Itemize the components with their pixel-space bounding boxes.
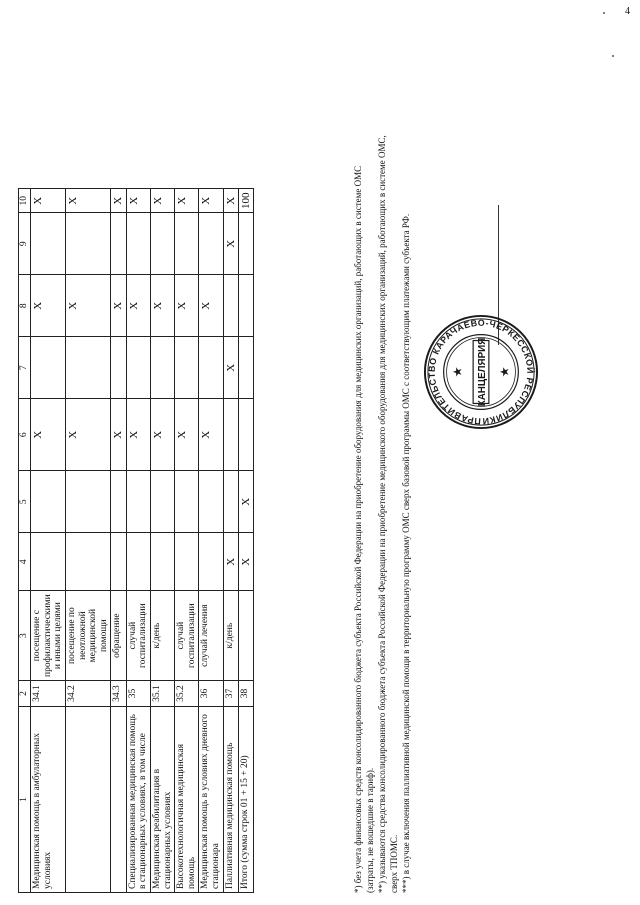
mark-cell — [65, 213, 111, 275]
mark-cell — [239, 213, 254, 275]
column-header: 2 — [19, 681, 31, 707]
row-code-cell: 35.2 — [175, 681, 199, 707]
mark-cell — [65, 471, 111, 533]
mark-cell: X — [31, 275, 66, 337]
row-code-cell: 34.2 — [65, 681, 111, 707]
row-unit-cell — [239, 591, 254, 681]
mark-cell — [239, 275, 254, 337]
mark-cell: X — [223, 213, 238, 275]
mark-cell — [175, 337, 199, 399]
mark-cell: X — [126, 275, 150, 337]
mark-cell: X — [65, 399, 111, 471]
table-row — [150, 189, 174, 893]
column-header: 7 — [19, 337, 31, 399]
stamp-ring-text: ПРАВИТЕЛЬСТВО КАРАЧАЕВО-ЧЕРКЕССКОЙ РЕСПУБЛИКИ — [426, 317, 536, 427]
footnote: ***) в случае включения паллиативной медицинской помощи в территориальную программу ОМС сверх базовой программы ОМС с соответствующим платежами субъекта РФ. — [400, 213, 411, 893]
mark-cell — [65, 533, 111, 591]
row-code-cell: 35 — [126, 681, 150, 707]
mark-cell: X — [223, 189, 238, 213]
table-row — [239, 189, 254, 893]
mark-cell — [223, 471, 238, 533]
column-header: 9 — [19, 213, 31, 275]
table-row — [65, 189, 111, 893]
row-code-cell: 38 — [239, 681, 254, 707]
column-header: 4 — [19, 533, 31, 591]
mark-cell: X — [175, 399, 199, 471]
mark-cell — [175, 533, 199, 591]
mark-cell: X — [150, 189, 174, 213]
mark-cell — [150, 471, 174, 533]
row-unit-cell: случай госпитализации — [126, 591, 150, 681]
mark-cell — [199, 337, 223, 399]
row-code-cell: 36 — [199, 681, 223, 707]
column-header: 5 — [19, 471, 31, 533]
mark-cell — [111, 533, 126, 591]
column-header: 6 — [19, 399, 31, 471]
row-name-cell — [111, 707, 126, 893]
row-code-cell: 34.1 — [31, 681, 66, 707]
column-header: 1 — [19, 707, 31, 893]
mark-cell: X — [223, 533, 238, 591]
mark-cell: X — [199, 399, 223, 471]
mark-cell — [111, 337, 126, 399]
mark-cell: X — [65, 189, 111, 213]
mark-cell — [199, 213, 223, 275]
svg-text:★: ★ — [497, 366, 512, 378]
row-unit-cell: к/день — [223, 591, 238, 681]
mark-cell: X — [111, 275, 126, 337]
mark-cell: X — [111, 189, 126, 213]
mark-cell: X — [31, 399, 66, 471]
mark-cell: X — [223, 337, 238, 399]
mark-cell — [126, 337, 150, 399]
mark-cell — [31, 213, 66, 275]
footnotes — [353, 133, 412, 893]
mark-cell: X — [199, 189, 223, 213]
mark-cell: 100 — [239, 189, 254, 213]
official-stamp — [422, 313, 540, 431]
row-name-cell: Паллиативная медицинская помощь — [223, 707, 238, 893]
table-row — [126, 189, 150, 893]
mark-cell — [150, 533, 174, 591]
table-row — [199, 189, 223, 893]
table-row — [223, 189, 238, 893]
mark-cell: X — [126, 399, 150, 471]
mark-cell — [223, 275, 238, 337]
data-table — [18, 188, 254, 893]
row-code-cell: 34.3 — [111, 681, 126, 707]
mark-cell — [175, 213, 199, 275]
row-name-cell — [65, 707, 111, 893]
mark-cell: X — [31, 189, 66, 213]
row-unit-cell: случай лечения — [199, 591, 223, 681]
footnote: **) указываются средства консолидированного бюджета субъекта Российской Федерации на приобретение медицинского оборудования для медицинских организаций, работающих в системе ОМС, сверх ТПОМС. — [376, 135, 399, 893]
row-unit-cell: посещение по неотложной медицинской помощи — [65, 591, 111, 681]
row-code-cell: 37 — [223, 681, 238, 707]
row-unit-cell: случай госпитализации — [175, 591, 199, 681]
svg-text:★: ★ — [450, 366, 465, 378]
mark-cell — [126, 213, 150, 275]
table-row — [175, 189, 199, 893]
mark-cell: X — [239, 471, 254, 533]
row-name-cell: Медицинская помощь в амбулаторных условиях — [31, 707, 66, 893]
mark-cell — [199, 533, 223, 591]
mark-cell: X — [199, 275, 223, 337]
mark-cell — [239, 337, 254, 399]
mark-cell: X — [150, 275, 174, 337]
mark-cell — [111, 471, 126, 533]
mark-cell: X — [150, 399, 174, 471]
mark-cell — [150, 213, 174, 275]
row-name-cell: Специализированная медицинская помощь в стационарных условиях, в том числе — [126, 707, 150, 893]
page-number: 4 — [625, 6, 630, 17]
mark-cell: X — [175, 189, 199, 213]
mark-cell — [175, 471, 199, 533]
mark-cell: X — [111, 399, 126, 471]
mark-cell — [150, 337, 174, 399]
mark-cell — [223, 399, 238, 471]
row-name-cell: Высокотехнологичная медицинская помощь — [175, 707, 199, 893]
mark-cell: X — [126, 189, 150, 213]
row-unit-cell: к/день — [150, 591, 174, 681]
mark-cell — [111, 213, 126, 275]
column-header: 10 — [19, 189, 31, 213]
row-unit-cell: посещение с профилактическими и иными целями — [31, 591, 66, 681]
row-name-cell: Медицинская реабилитация в стационарных условиях — [150, 707, 174, 893]
mark-cell — [126, 471, 150, 533]
table-row — [31, 189, 66, 893]
mark-cell — [65, 337, 111, 399]
column-header: 8 — [19, 275, 31, 337]
row-code-cell: 35.1 — [150, 681, 174, 707]
row-name-cell: Итого (сумма строк 01 + 15 + 20) — [239, 707, 254, 893]
mark-cell — [199, 471, 223, 533]
table-header-row — [19, 189, 31, 893]
mark-cell — [239, 399, 254, 471]
table-row — [111, 189, 126, 893]
row-unit-cell: обращение — [111, 591, 126, 681]
mark-cell — [126, 533, 150, 591]
mark-cell: X — [65, 275, 111, 337]
column-header: 3 — [19, 591, 31, 681]
mark-cell — [31, 471, 66, 533]
footnote: *) без учета финансовых средств консолидированного бюджета субъекта Российской Федерации на приобретение оборудования для медицинских организаций, работающих в системе ОМС (затраты, не вошедшие в тариф). — [353, 165, 375, 893]
stamp-center-text: КАНЦЕЛЯРИЯ — [476, 337, 488, 407]
row-name-cell: Медицинская помощь в условиях дневного стационара — [199, 707, 223, 893]
mark-cell: X — [239, 533, 254, 591]
mark-cell — [31, 533, 66, 591]
mark-cell: X — [175, 275, 199, 337]
mark-cell — [31, 337, 66, 399]
